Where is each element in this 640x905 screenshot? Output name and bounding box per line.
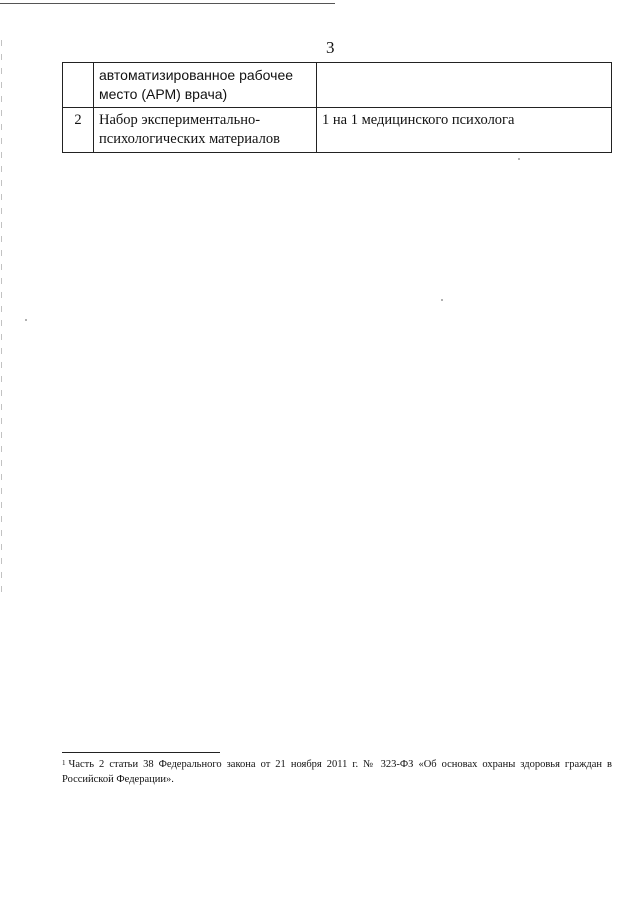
equipment-table <box>62 62 612 153</box>
quantity-norm-cell: 1 на 1 медицинского психолога <box>317 108 612 153</box>
table-row <box>63 108 612 153</box>
equipment-name-line: Набор экспериментально- <box>99 112 261 128</box>
scan-left-edge <box>1 40 2 600</box>
footnote-separator <box>62 752 220 753</box>
equipment-name-line: психологических материалов <box>99 131 280 147</box>
table-row <box>63 63 612 108</box>
scan-speck <box>25 319 27 321</box>
scan-speck <box>518 158 520 160</box>
footnote-text: Часть 2 статьи 38 Федерального закона от 21 ноября 2011 г. № 323-ФЗ «Об основах охраны здоровья граждан в Российской Федерации». <box>62 759 612 785</box>
equipment-name-cell <box>94 108 317 153</box>
equipment-name-line: автоматизированное рабочее <box>99 67 294 83</box>
row-number-cell <box>63 63 94 108</box>
page-number: 3 <box>326 38 335 57</box>
equipment-name-cell <box>94 63 317 108</box>
footnote-marker: 1 <box>62 759 66 767</box>
scan-speck <box>441 299 443 301</box>
equipment-name-line: место (АРМ) врача) <box>99 86 228 102</box>
row-number-cell: 2 <box>63 108 94 153</box>
footnote <box>62 757 612 787</box>
quantity-norm-cell <box>317 63 612 108</box>
scan-top-border <box>0 3 335 4</box>
